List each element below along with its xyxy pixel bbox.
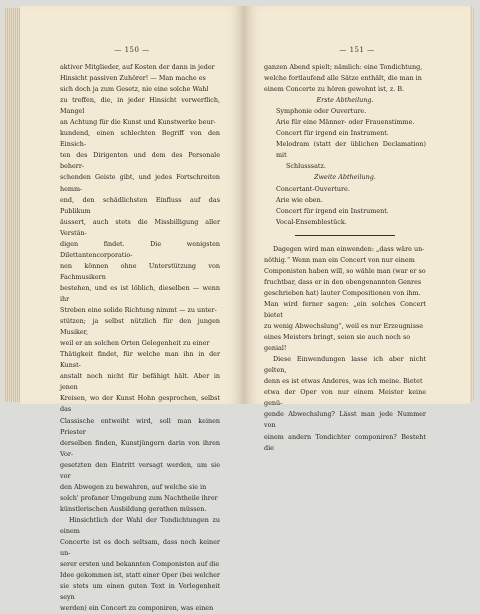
text-line: ganzen Abend spielt; nämlich: eine Tondichtung, [264, 63, 423, 71]
text-line: äussert, auch stets die Missbilligung aller Verstän- [60, 217, 220, 237]
text-line: digen findet. Die wenigsten Dilettantencorporatio- [60, 239, 220, 259]
text-line: nen können ohne Unterstützung von Fachmusikern [60, 261, 220, 281]
program-item: Melodram (statt der üblichen Declamation) mit [276, 140, 426, 160]
program-item: Concert für irgend ein Instrument. [276, 206, 389, 215]
text-line: eines Meisters bringt, seien sie auch noch so [264, 333, 411, 342]
text-line: Dagegen wird man einwenden: „dass wäre un- [273, 244, 425, 253]
program-item: Concert für irgend ein Instrument. [276, 129, 389, 138]
right-page-text [264, 62, 426, 454]
text-line: einem Concerte zu hören gewohnt ist, z. B. [264, 85, 405, 94]
program-item: Arie wie oben. [276, 195, 323, 204]
text-line: denn es ist etwas Anderes, was ich meine. Bietet [264, 377, 423, 386]
text-line: welche fortlaufend alle Sätze enthält, die man in [264, 74, 422, 83]
section-heading: Zweite Abtheilung. [314, 173, 376, 182]
text-line: zu wenig Abwechslung“, weil es nur Erzeugnisse [264, 322, 424, 331]
text-line: künstlerischen Ausbildung gerathen müssen. [60, 504, 207, 513]
text-line: Componisten haben will, so wähle man (war er so [264, 266, 426, 275]
text-line: den Abwegen zu bewahren, auf welche sie in [60, 482, 207, 491]
text-line: serer ersten und bekannten Componisten auf die [60, 560, 220, 569]
text-line: stützen; ja selbst nützlich für den jungen Musiker, [60, 317, 220, 337]
program-item: Arie für eine Männer- oder Frauenstimme. [276, 118, 415, 127]
text-line: Classische entweiht wird, soll man keinen Priester [60, 416, 220, 436]
text-line: etwa der Oper von nur einem Meister keine genü- [264, 388, 426, 408]
section-heading: Erste Abtheilung. [316, 96, 374, 105]
program-item: Symphonie oder Ouverture. [276, 107, 367, 116]
text-line: schenden Geiste gibt, und jedes Fortschreiten hemm- [60, 173, 220, 193]
text-line: ten des Dirigenten und dem des Personale beherr- [60, 151, 220, 171]
text-line: gesetzten den Eintritt versagt werden, um sie vor [60, 460, 220, 480]
text-line: aktiver Mitglieder, auf Kosten der dann in jeder [60, 63, 215, 71]
text-line: gende Abwechslung? Lässt man jede Nummer von [264, 410, 426, 430]
page-number: — 150 — [114, 46, 150, 54]
text-line: end, den schädlichsten Einfluss auf das Publikum [60, 195, 220, 215]
page-number: — 151 — [339, 46, 375, 54]
text-line: Kreisen, wo der Kunst Hohn gesprochen, selbst das [60, 394, 220, 414]
text-line: Man wird ferner sagen: „ein solches Concert bietet [264, 299, 426, 319]
text-line: Concerte ist es doch seltsam, dass noch keiner un- [60, 538, 220, 558]
text-line: Streben eine solide Richtung nimmt — zu unter- [60, 306, 217, 315]
text-line: geschrieben hat) lauter Compositionen von ihm. [264, 288, 421, 297]
text-line: genial! [264, 344, 287, 353]
text-line: anstalt noch nicht für befähigt hält. Aber in jenen [60, 372, 220, 392]
text-line: kundend, einen schlechten Begriff von den Einsich- [60, 129, 220, 149]
text-line: an Achtung für die Kunst und Kunstwerke beur- [60, 118, 216, 127]
right-page [244, 6, 470, 452]
text-line: sich doch ja zum Gesetz, nie eine solche Wahl [60, 85, 209, 94]
text-line: nöthig.“ Wenn man ein Concert von nur einem [264, 255, 415, 264]
text-line: weil er an solchen Orten Gelegenheit zu einer [60, 339, 210, 348]
left-page-text [60, 62, 220, 614]
text-line: Thätigkeit findet, für welche man ihn in der Kunst- [60, 350, 220, 370]
text-line: Idee gekommen ist, statt einer Oper (bei welcher [60, 571, 220, 580]
text-line: Hinsichtlich der Wahl der Tondichtungen zu einem [60, 515, 220, 535]
open-book [4, 2, 476, 613]
section-divider [295, 235, 395, 236]
text-line: fruchtbar, dass er in den obengenannten Genres [264, 277, 422, 286]
program-item: Concertant-Ouverture. [276, 184, 350, 193]
text-line: zu treffen, die, in jeder Hinsicht verwerflich, Mangel [60, 96, 220, 116]
text-line: Hinsicht passiven Zuhörer! — Man mache es [60, 74, 206, 83]
program-item: Schlusssatz. [286, 162, 326, 171]
text-line: derselben finden, Kunstjüngern darin von ihren Vor- [60, 438, 220, 458]
text-line: sie stets um einen guten Text in Verlegenheit seyn [60, 582, 220, 602]
left-page [20, 6, 244, 613]
text-line: Diese Einwendungen lasse ich aber nicht gelten, [264, 355, 426, 375]
text-line: solch' profaner Umgebung zum Nachtheile ihrer [60, 493, 218, 502]
program-item: Vocal-Ensemblestück. [276, 217, 347, 226]
text-line: einem andern Tondichter componiren? Besteht die [264, 432, 426, 452]
text-line: werden) ein Concert zu componiren, was einen [60, 604, 214, 613]
text-line: bestehen, und es ist löblich, dieselben — wenn ihr [60, 283, 220, 303]
